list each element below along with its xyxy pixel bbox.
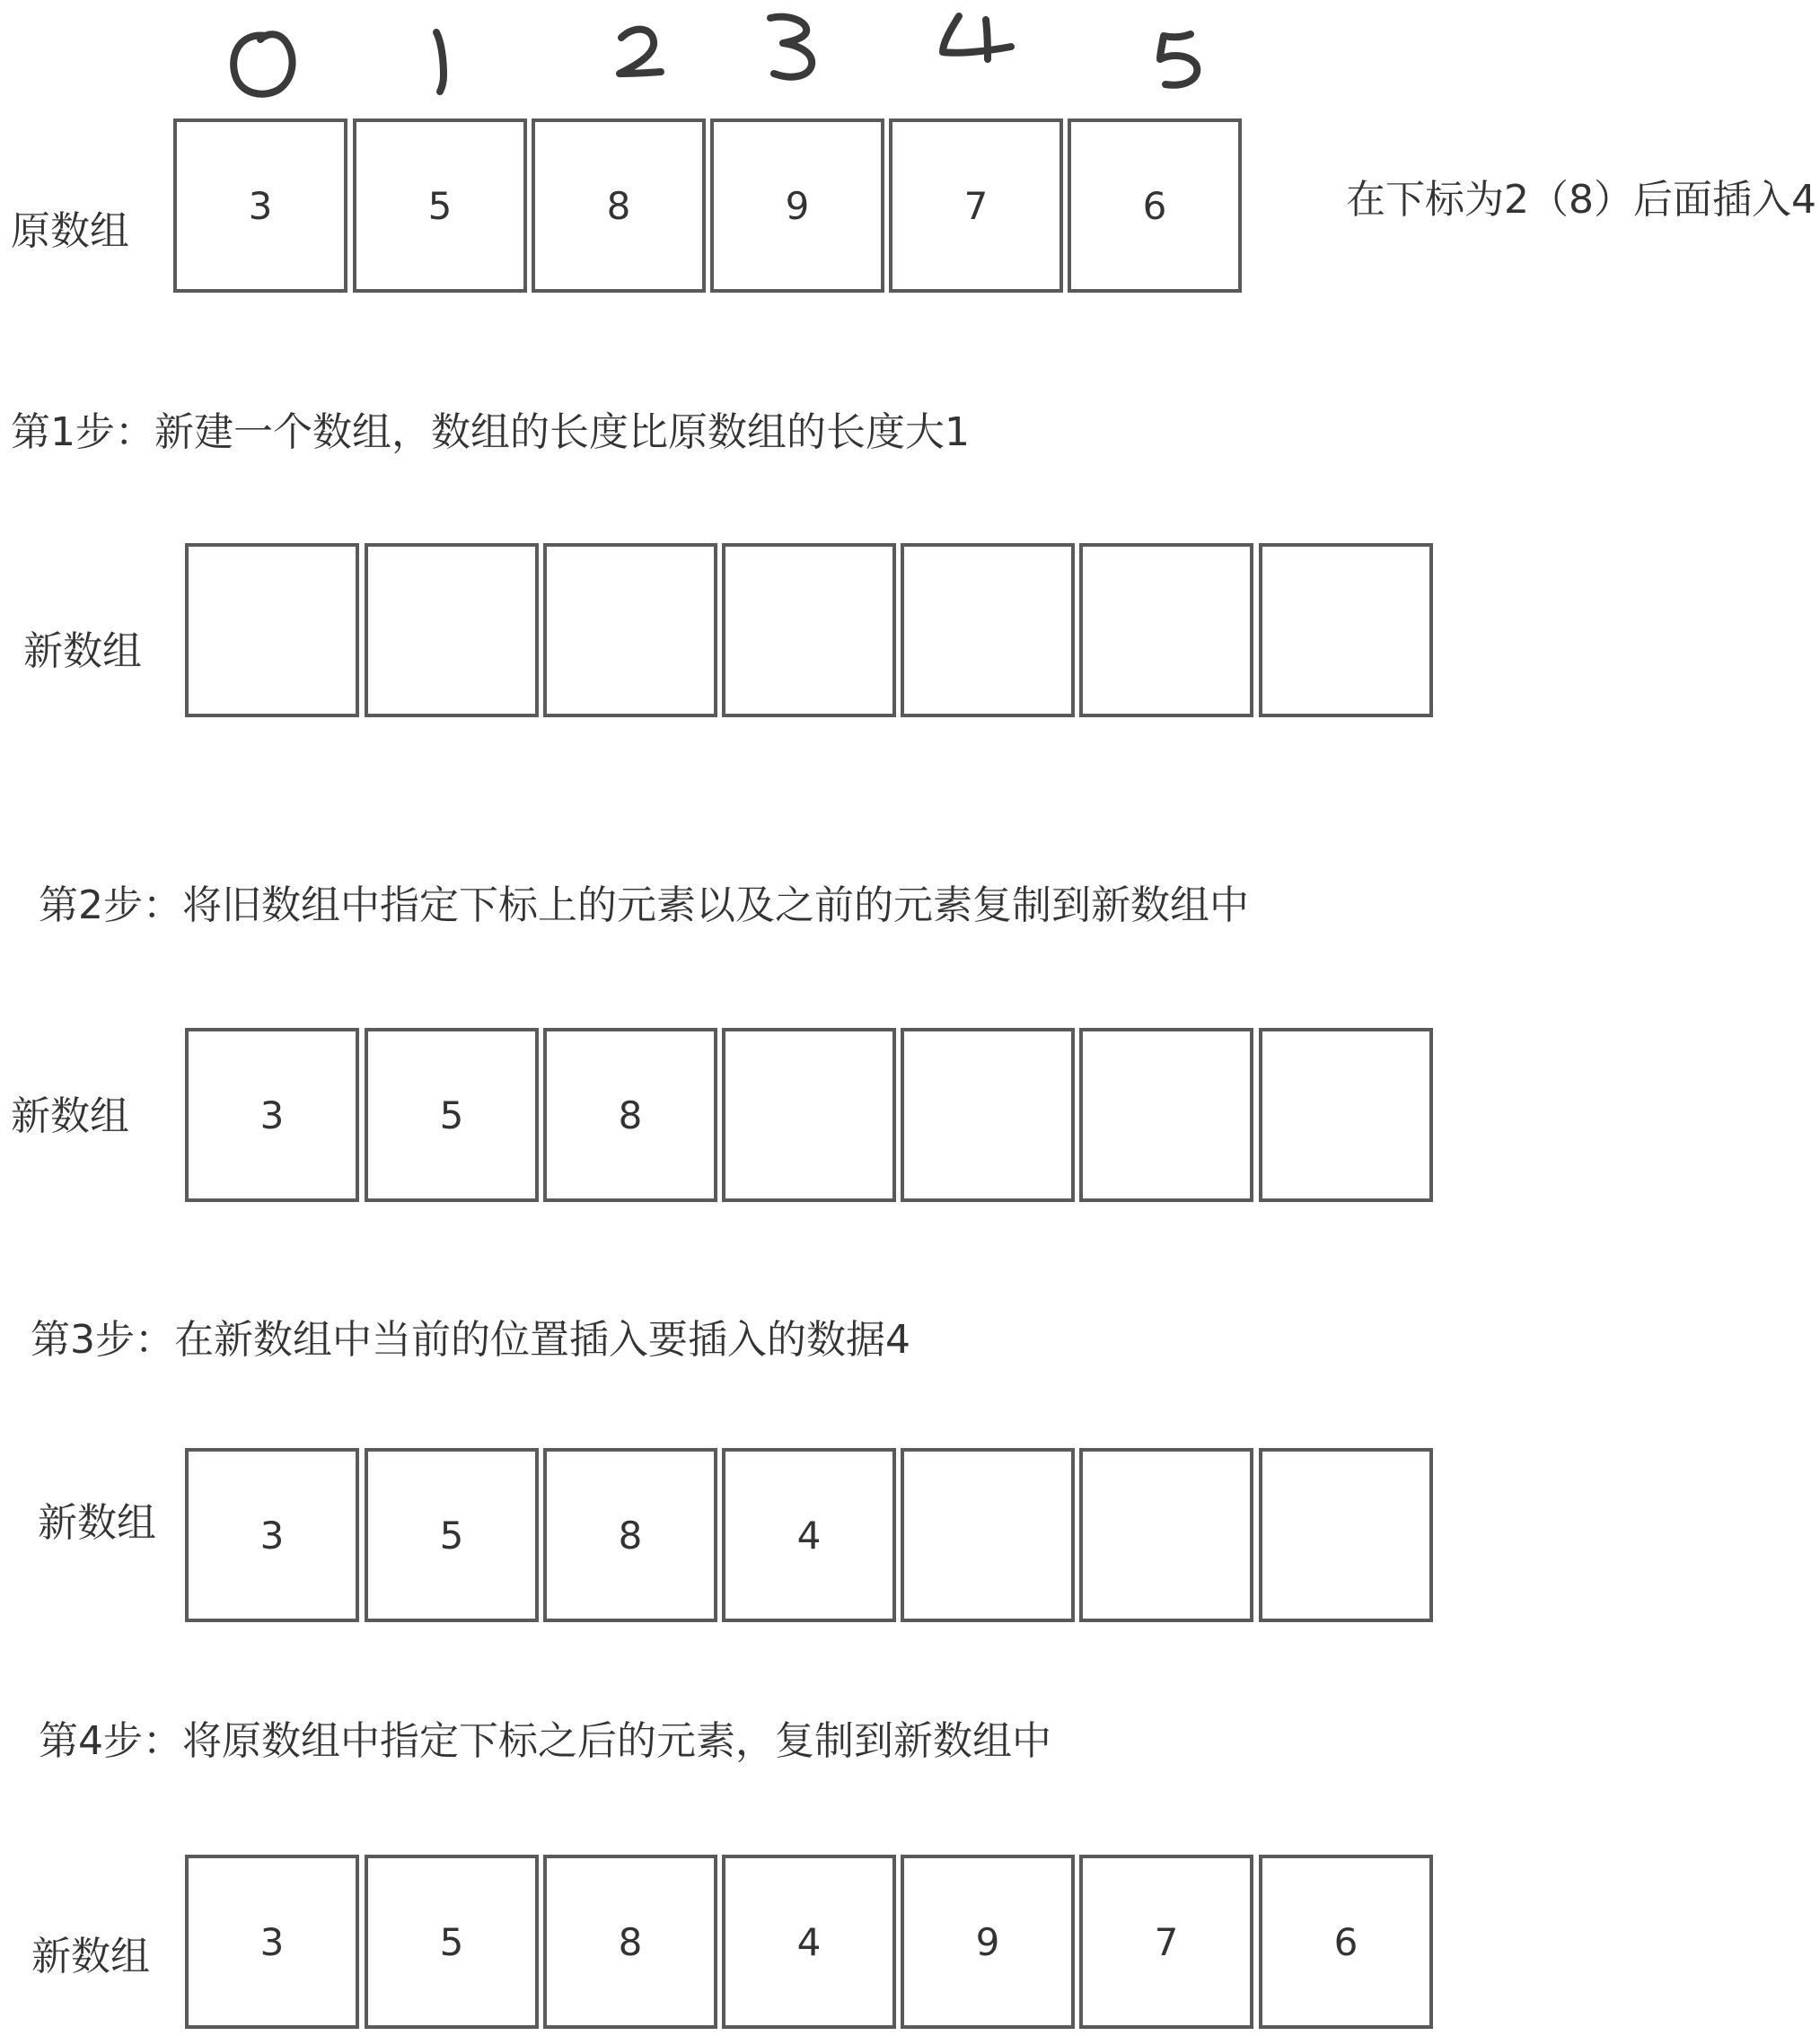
new-array-cell: 5: [365, 1855, 539, 2029]
step-2-array-label: 新数组: [11, 1093, 129, 1139]
new-array-cell: 5: [365, 1448, 539, 1622]
original-array-label: 原数组: [11, 208, 129, 254]
index-label-0: [233, 34, 292, 94]
new-array-cell: 9: [901, 1855, 1075, 2029]
new-array-cell: 5: [365, 1028, 539, 1202]
new-array-cell: [1079, 543, 1253, 717]
step-4-description: 第4步：将原数组中指定下标之后的元素，复制到新数组中: [39, 1718, 1051, 1764]
new-array-cell: [1259, 543, 1433, 717]
step-4-array-label: 新数组: [31, 1934, 150, 1979]
original-array-cell: 6: [1068, 118, 1242, 293]
new-array-cell: 3: [185, 1448, 359, 1622]
index-labels: [0, 0, 1820, 117]
new-array-cell: [1079, 1448, 1253, 1622]
index-label-5: [1160, 34, 1197, 85]
step-3-description: 第3步：在新数组中当前的位置插入要插入的数据4: [31, 1317, 910, 1363]
new-array-cell: 4: [722, 1448, 896, 1622]
step-1-array: [185, 543, 1438, 719]
step-4-array: [185, 1855, 1438, 2031]
new-array-cell: 8: [543, 1448, 717, 1622]
new-array-cell: [901, 543, 1075, 717]
new-array-cell: [543, 543, 717, 717]
original-array-cell: 5: [353, 118, 527, 293]
new-array-cell: [901, 1448, 1075, 1622]
step-1-description: 第1步：新建一个数组，数组的长度比原数组的长度大1: [11, 409, 970, 455]
step-3-array-label: 新数组: [38, 1500, 156, 1546]
step-3-array: [185, 1448, 1438, 1624]
new-array-cell: [185, 543, 359, 717]
step-2-array: [185, 1028, 1438, 1204]
new-array-cell: [1259, 1028, 1433, 1202]
original-array-cell: 9: [710, 118, 884, 293]
original-array-cell: 3: [173, 118, 347, 293]
original-array: [173, 118, 1247, 294]
step-1-array-label: 新数组: [23, 628, 142, 674]
insert-instruction-note: 在下标为2（8）后面插入4: [1346, 177, 1816, 223]
index-label-4: [943, 16, 1011, 59]
new-array-cell: 4: [722, 1855, 896, 2029]
new-array-cell: [1259, 1448, 1433, 1622]
original-array-cell: 7: [889, 118, 1063, 293]
index-label-2: [620, 30, 661, 74]
new-array-cell: [722, 543, 896, 717]
new-array-cell: 8: [543, 1855, 717, 2029]
step-2-description: 第2步：将旧数组中指定下标上的元素以及之前的元素复制到新数组中: [39, 882, 1249, 928]
new-array-cell: 3: [185, 1855, 359, 2029]
new-array-cell: [365, 543, 539, 717]
new-array-cell: 3: [185, 1028, 359, 1202]
new-array-cell: 8: [543, 1028, 717, 1202]
original-array-cell: 8: [532, 118, 706, 293]
new-array-cell: [901, 1028, 1075, 1202]
index-label-3: [770, 17, 812, 77]
new-array-cell: 6: [1259, 1855, 1433, 2029]
index-label-1: [436, 32, 444, 92]
new-array-cell: 7: [1079, 1855, 1253, 2029]
new-array-cell: [1079, 1028, 1253, 1202]
new-array-cell: [722, 1028, 896, 1202]
